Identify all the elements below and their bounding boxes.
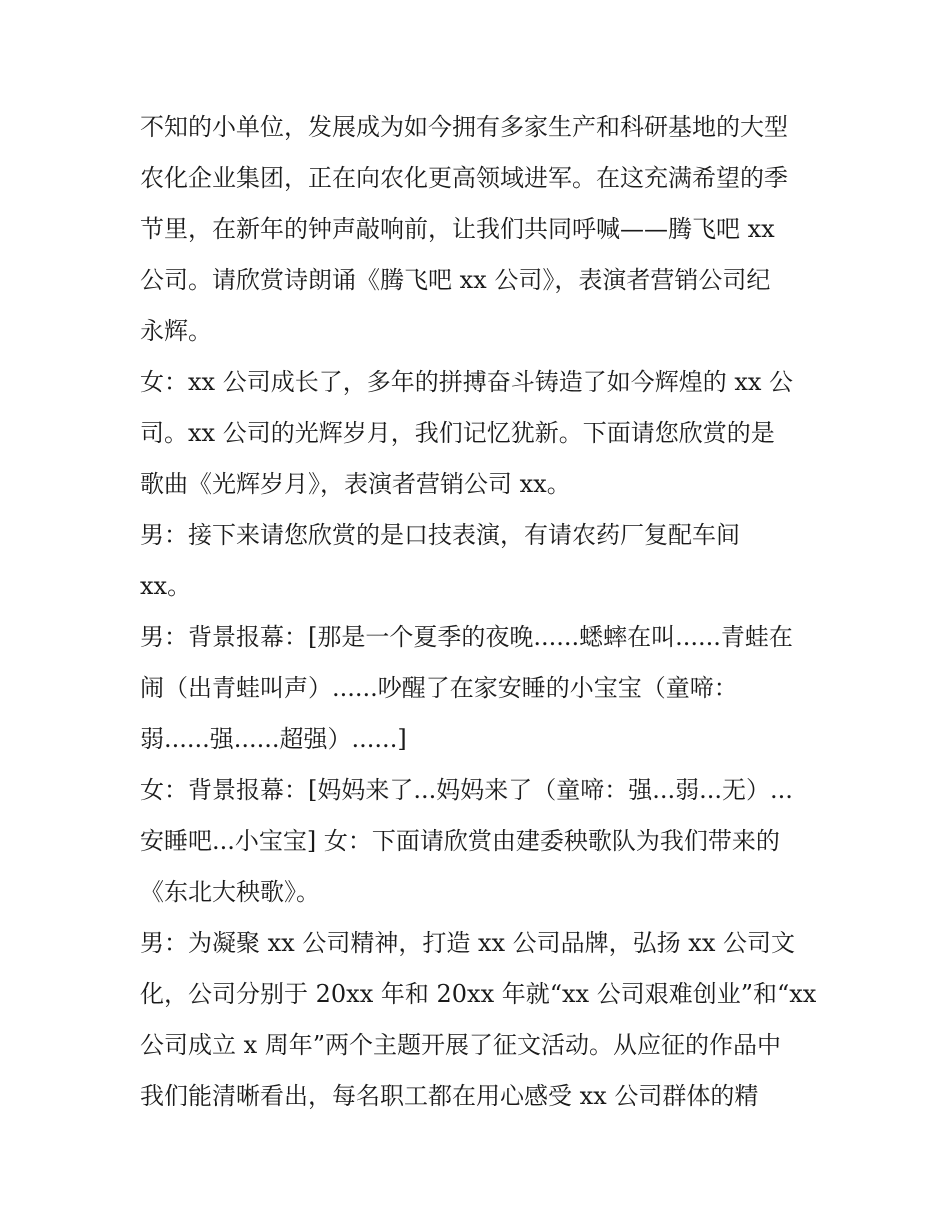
text-line: 男：为凝聚 xx 公司精神，打造 xx 公司品牌，弘扬 xx 公司文 — [140, 929, 795, 957]
text-line: 我们能清晰看出，每名职工都在用心感受 xx 公司群体的精 — [140, 1082, 759, 1110]
text-line: 闹（出青蛙叫声）......吵醒了在家安睡的小宝宝（童啼： — [140, 674, 738, 702]
text-line: 女：xx 公司成长了，多年的拼搏奋斗铸造了如今辉煌的 xx 公 — [140, 368, 794, 396]
text-line: 歌曲《光辉岁月》，表演者营销公司 xx。 — [140, 470, 571, 498]
document-body-text — [140, 102, 820, 1122]
text-line: 化，公司分别于 20xx 年和 20xx 年就“xx 公司艰难创业”和“xx — [140, 980, 817, 1008]
text-line: 弱......强......超强）......] — [140, 725, 407, 753]
text-line: xx。 — [140, 572, 192, 600]
text-line: 女：背景报幕：[妈妈来了...妈妈来了（童啼：强...弱...无）... — [140, 776, 793, 804]
text-line: 安睡吧...小宝宝] 女：下面请欣赏由建委秧歌队为我们带来的 — [140, 827, 780, 855]
text-line: 永辉。 — [140, 317, 212, 345]
text-line: 公司成立 x 周年”两个主题开展了征文活动。从应征的作品中 — [140, 1031, 782, 1059]
text-line: 男：接下来请您欣赏的是口技表演，有请农药厂复配车间 — [140, 521, 740, 549]
text-line: 男：背景报幕：[那是一个夏季的夜晚......蟋蟀在叫......青蛙在 — [140, 623, 793, 651]
text-line: 司。xx 公司的光辉岁月，我们记忆犹新。下面请您欣赏的是 — [140, 419, 775, 447]
text-line: 农化企业集团，正在向农化更高领域进军。在这充满希望的季 — [140, 164, 788, 192]
text-line: 公司。请欣赏诗朗诵《腾飞吧 xx 公司》，表演者营销公司纪 — [140, 266, 771, 294]
text-line: 不知的小单位，发展成为如今拥有多家生产和科研基地的大型 — [140, 113, 788, 141]
text-line: 《东北大秧歌》。 — [140, 878, 320, 906]
text-line: 节里，在新年的钟声敲响前，让我们共同呼喊——腾飞吧 xx — [140, 215, 775, 243]
